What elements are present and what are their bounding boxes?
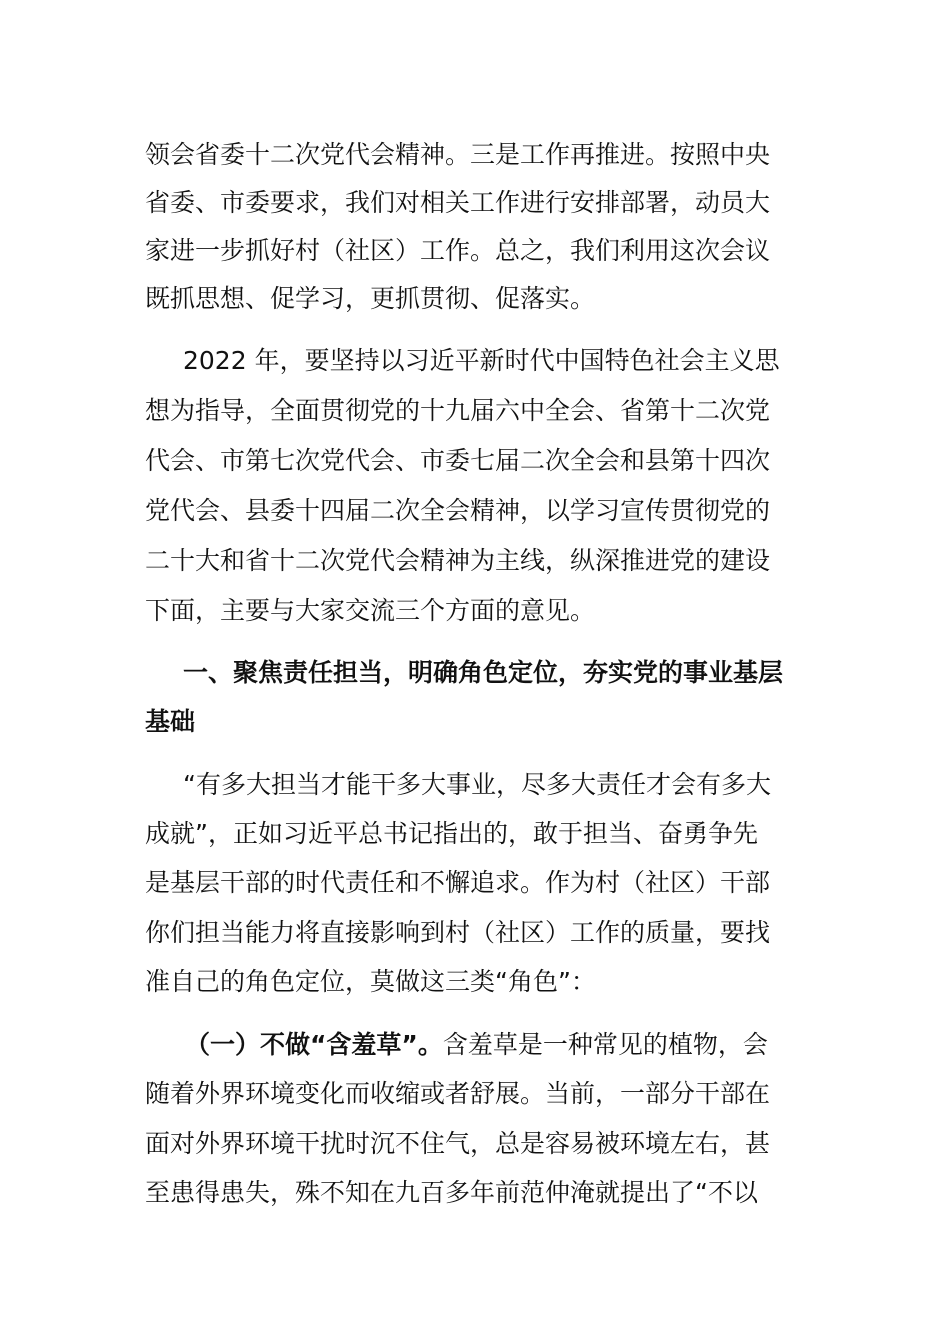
paragraph-line: 至患得患失，殊不知在九百多年前范仲淹就提出了“不以: [145, 1178, 758, 1207]
paragraph-line: 是基层干部的时代责任和不懈追求。作为村（社区）干部: [145, 868, 771, 897]
section-heading: 一、聚焦责任担当，明确角色定位，夯实党的事业基层: [183, 658, 784, 687]
paragraph-line: 既抓思想、促学习，更抓贯彻、促落实。: [145, 284, 596, 313]
paragraph-line: 党代会、县委十四届二次全会精神，以学习宣传贯彻党的: [145, 496, 771, 525]
paragraph-line: 家进一步抓好村（社区）工作。总之，我们利用这次会议: [145, 236, 771, 265]
paragraph-line: 代会、市第七次党代会、市委七届二次全会和县第十四次: [145, 446, 771, 475]
subsection-heading: （一）不做“含羞草”。: [185, 1030, 443, 1059]
paragraph-line: 成就”，正如习近平总书记指出的，敢于担当、奋勇争先: [145, 819, 758, 848]
section-heading: 基础: [145, 707, 196, 736]
paragraph-line: 准自己的角色定位，莫做这三类“角色”：: [145, 967, 596, 996]
subsection-text: 含羞草是一种常见的植物，会: [442, 1030, 768, 1059]
paragraph-line: 随着外界环境变化而收缩或者舒展。当前，一部分干部在: [145, 1079, 771, 1108]
paragraph-line: 省委、市委要求，我们对相关工作进行安排部署，动员大: [145, 188, 771, 217]
paragraph-line: 面对外界环境干扰时沉不住气，总是容易被环境左右，甚: [145, 1129, 771, 1158]
paragraph-line: 下面，主要与大家交流三个方面的意见。: [145, 596, 596, 625]
paragraph-line: 二十大和省十二次党代会精神为主线，纵深推进党的建设: [145, 546, 771, 575]
paragraph-line: 2022 年，要坚持以习近平新时代中国特色社会主义思: [183, 346, 780, 375]
paragraph-line: 你们担当能力将直接影响到村（社区）工作的质量，要找: [145, 918, 771, 947]
paragraph-line: 领会省委十二次党代会精神。三是工作再推进。按照中央: [145, 140, 771, 169]
paragraph-line: “有多大担当才能干多大事业，尽多大责任才会有多大: [183, 770, 771, 799]
paragraph-line: 想为指导，全面贯彻党的十九届六中全会、省第十二次党: [145, 396, 771, 425]
subsection-line: [185, 1030, 768, 1060]
